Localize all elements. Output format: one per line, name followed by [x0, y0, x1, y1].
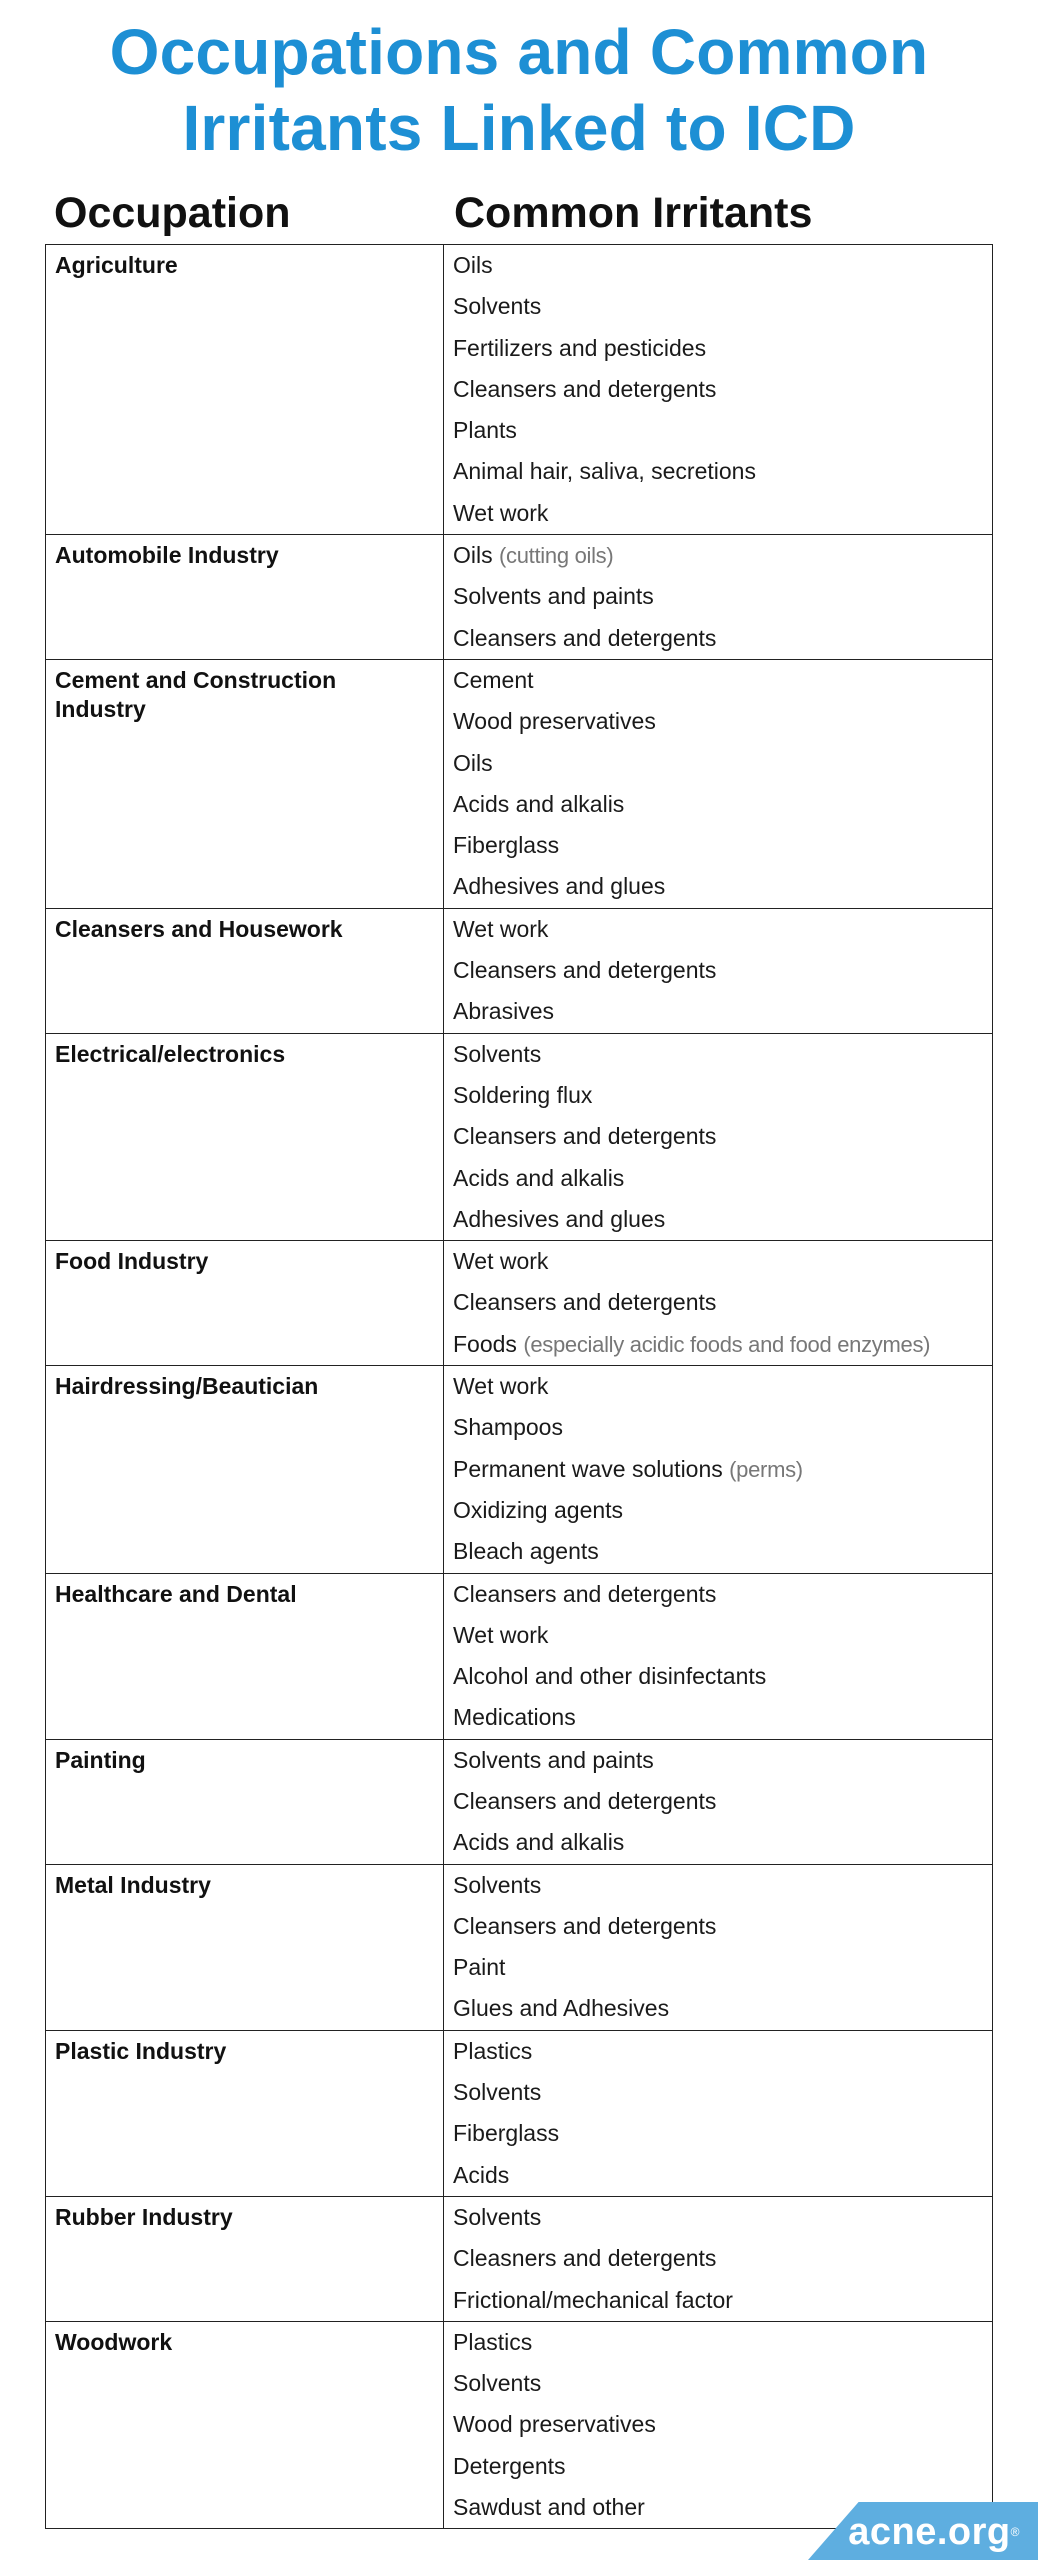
irritant-item	[453, 2113, 992, 2154]
irritant-text: Alcohol and other disinfectants	[453, 1663, 767, 1690]
irritant-item	[453, 1822, 992, 1863]
irritant-text: Permanent wave solutions	[453, 1455, 723, 1482]
irritant-text: Glues and Adhesives	[453, 1995, 670, 2022]
occupation-cell: Electrical/electronics	[46, 1033, 444, 1240]
irritant-text: Solvents	[453, 2203, 542, 2230]
irritants-cell	[444, 1366, 993, 1573]
irritant-item	[453, 328, 992, 369]
irritant-text: Wet work	[453, 1248, 549, 1275]
occupation-column-header: Occupation	[54, 189, 291, 237]
irritant-text: Cleansers and detergents	[453, 1580, 717, 1607]
title-line-1: Occupations and Common	[109, 16, 929, 88]
irritant-item	[453, 1324, 992, 1365]
irritant-item	[453, 2446, 992, 2487]
irritant-text: Paint	[453, 1954, 506, 1981]
irritant-item	[453, 286, 992, 327]
irritant-item	[453, 1034, 992, 1075]
irritant-item	[453, 1656, 992, 1697]
occupation-cell: Rubber Industry	[46, 2196, 444, 2321]
occupation-cell: Agriculture	[46, 245, 444, 535]
irritants-cell	[444, 2030, 993, 2196]
irritant-item	[453, 493, 992, 534]
irritants-column-header: Common Irritants	[454, 189, 813, 237]
irritants-cell	[444, 659, 993, 908]
occupation-cell: Metal Industry	[46, 1864, 444, 2030]
irritant-text: Sawdust and other	[453, 2494, 645, 2521]
table-body	[46, 245, 993, 2529]
irritant-item	[453, 950, 992, 991]
irritant-text: Solvents	[453, 1871, 542, 1898]
irritant-text: Oils	[453, 542, 493, 569]
irritant-item	[453, 1366, 992, 1407]
irritant-text: Acids	[453, 2161, 510, 2188]
irritants-cell	[444, 908, 993, 1033]
irritant-item	[453, 1531, 992, 1572]
irritants-cell	[444, 2321, 993, 2528]
irritant-item	[453, 1697, 992, 1738]
occupation-cell: Hairdressing/Beautician	[46, 1366, 444, 1573]
irritant-item	[453, 1740, 992, 1781]
table-row	[46, 1241, 993, 1366]
irritant-text: Wet work	[453, 499, 549, 526]
irritant-text: Cleansers and detergents	[453, 1912, 717, 1939]
irritant-item	[453, 2363, 992, 2404]
irritant-item	[453, 535, 992, 576]
irritant-text: Solvents and paints	[453, 1746, 654, 1773]
irritant-item	[453, 410, 992, 451]
irritant-text: Wet work	[453, 1621, 549, 1648]
irritant-item	[453, 1449, 992, 1490]
occupation-cell: Woodwork	[46, 2321, 444, 2528]
occupation-cell: Automobile Industry	[46, 535, 444, 660]
irritant-text: Plastics	[453, 2037, 533, 2064]
irritants-cell	[444, 1241, 993, 1366]
irritant-text: Detergents	[453, 2452, 566, 2479]
irritant-text: Animal hair, saliva, secretions	[453, 458, 756, 485]
table-row	[46, 1366, 993, 1573]
table-row	[46, 245, 993, 535]
irritant-item	[453, 825, 992, 866]
irritant-item	[453, 1906, 992, 1947]
acne-org-logo	[848, 2510, 1020, 2554]
irritant-item	[453, 2322, 992, 2363]
irritants-cell	[444, 2196, 993, 2321]
occupation-cell: Plastic Industry	[46, 2030, 444, 2196]
irritant-item	[453, 1116, 992, 1157]
table-row	[46, 908, 993, 1033]
irritant-item	[453, 2031, 992, 2072]
irritant-item	[453, 991, 992, 1032]
irritants-cell	[444, 1033, 993, 1240]
irritant-item	[453, 1574, 992, 1615]
irritant-text: Oils	[453, 749, 493, 776]
irritant-text: Adhesives and glues	[453, 1205, 666, 1232]
table-row	[46, 2030, 993, 2196]
irritant-text: Cleansers and detergents	[453, 1123, 717, 1150]
irritant-text: Fertilizers and pesticides	[453, 334, 707, 361]
irritant-text: Frictional/mechanical factor	[453, 2286, 733, 2313]
irritant-text: Solvents	[453, 2370, 542, 2397]
irritant-item	[453, 701, 992, 742]
table-row	[46, 2196, 993, 2321]
irritant-item	[453, 1407, 992, 1448]
irritant-text: Cleansers and detergents	[453, 1787, 717, 1814]
irritant-text: Solvents	[453, 1040, 542, 1067]
irritant-item	[453, 1947, 992, 1988]
irritant-text: Wet work	[453, 915, 549, 942]
irritant-text: Fiberglass	[453, 2120, 560, 2147]
irritant-text: Wood preservatives	[453, 708, 656, 735]
table-row	[46, 535, 993, 660]
table-row	[46, 1739, 993, 1864]
irritant-item	[453, 2280, 992, 2321]
occupation-cell: Cleansers and Housework	[46, 908, 444, 1033]
registered-mark: ®	[1010, 2525, 1020, 2539]
occupation-cell: Food Industry	[46, 1241, 444, 1366]
irritant-text: Plastics	[453, 2328, 533, 2355]
irritant-text: Medications	[453, 1704, 576, 1731]
irritant-item	[453, 1490, 992, 1531]
irritant-item	[453, 866, 992, 907]
irritant-note: (perms)	[729, 1456, 803, 1482]
irritant-text: Oils	[453, 252, 493, 278]
irritant-item	[453, 2155, 992, 2196]
irritant-text: Wood preservatives	[453, 2411, 656, 2438]
irritant-text: Cleansers and detergents	[453, 624, 717, 651]
irritants-cell	[444, 1573, 993, 1739]
irritant-item	[453, 1075, 992, 1116]
irritant-text: Bleach agents	[453, 1538, 599, 1565]
irritant-text: Acids and alkalis	[453, 1164, 625, 1191]
irritant-item	[453, 2404, 992, 2445]
irritant-item	[453, 784, 992, 825]
table-row	[46, 1864, 993, 2030]
irritant-item	[453, 1781, 992, 1822]
irritant-item	[453, 2072, 992, 2113]
irritant-text: Cleasners and detergents	[453, 2245, 717, 2272]
irritant-item	[453, 2197, 992, 2238]
irritant-item	[453, 1158, 992, 1199]
irritants-cell	[444, 1739, 993, 1864]
irritant-text: Acids and alkalis	[453, 790, 625, 817]
irritant-item	[453, 451, 992, 492]
logo-text: acne.org	[848, 2511, 1011, 2553]
irritant-item	[453, 1865, 992, 1906]
irritant-text: Solvents and paints	[453, 583, 654, 610]
irritant-item	[453, 1615, 992, 1656]
irritant-item	[453, 1282, 992, 1323]
irritant-text: Abrasives	[453, 998, 554, 1025]
occupation-cell: Cement and Construction Industry	[46, 659, 444, 908]
irritant-item	[453, 1241, 992, 1282]
table-row	[46, 1573, 993, 1739]
irritant-note: (especially acidic foods and food enzymes)	[523, 1331, 931, 1357]
irritant-item	[453, 1199, 992, 1240]
irritant-text: Cleansers and detergents	[453, 957, 717, 984]
irritant-text: Plants	[453, 417, 517, 444]
irritant-text: Soldering flux	[453, 1081, 593, 1108]
page-title	[0, 14, 1038, 166]
occupation-cell: Painting	[46, 1739, 444, 1864]
irritant-text: Foods	[453, 1330, 517, 1357]
irritant-note: (cutting oils)	[499, 543, 614, 569]
title-line-2: Irritants Linked to ICD	[182, 92, 856, 164]
irritant-item	[453, 245, 992, 286]
irritants-table	[45, 244, 993, 2529]
irritant-text: Adhesives and glues	[453, 873, 666, 900]
irritant-text: Cement	[453, 666, 534, 693]
irritant-item	[453, 1988, 992, 2029]
irritant-text: Solvents	[453, 2079, 542, 2106]
irritant-item	[453, 2238, 992, 2279]
irritant-text: Cleansers and detergents	[453, 375, 717, 402]
irritants-cell	[444, 245, 993, 535]
table-row	[46, 2321, 993, 2528]
irritant-item	[453, 369, 992, 410]
irritants-cell	[444, 535, 993, 660]
occupation-cell: Healthcare and Dental	[46, 1573, 444, 1739]
irritant-text: Shampoos	[453, 1414, 563, 1441]
irritant-text: Acids and alkalis	[453, 1829, 625, 1856]
table-row	[46, 659, 993, 908]
irritant-text: Cleansers and detergents	[453, 1289, 717, 1316]
irritant-text: Wet work	[453, 1373, 549, 1400]
irritant-text: Fiberglass	[453, 832, 560, 859]
irritant-item	[453, 909, 992, 950]
irritant-text: Oxidizing agents	[453, 1496, 624, 1523]
irritant-item	[453, 743, 992, 784]
irritant-item	[453, 660, 992, 701]
irritant-item	[453, 618, 992, 659]
irritant-item	[453, 576, 992, 617]
irritant-text: Solvents	[453, 293, 542, 320]
table-row	[46, 1033, 993, 1240]
irritants-cell	[444, 1864, 993, 2030]
